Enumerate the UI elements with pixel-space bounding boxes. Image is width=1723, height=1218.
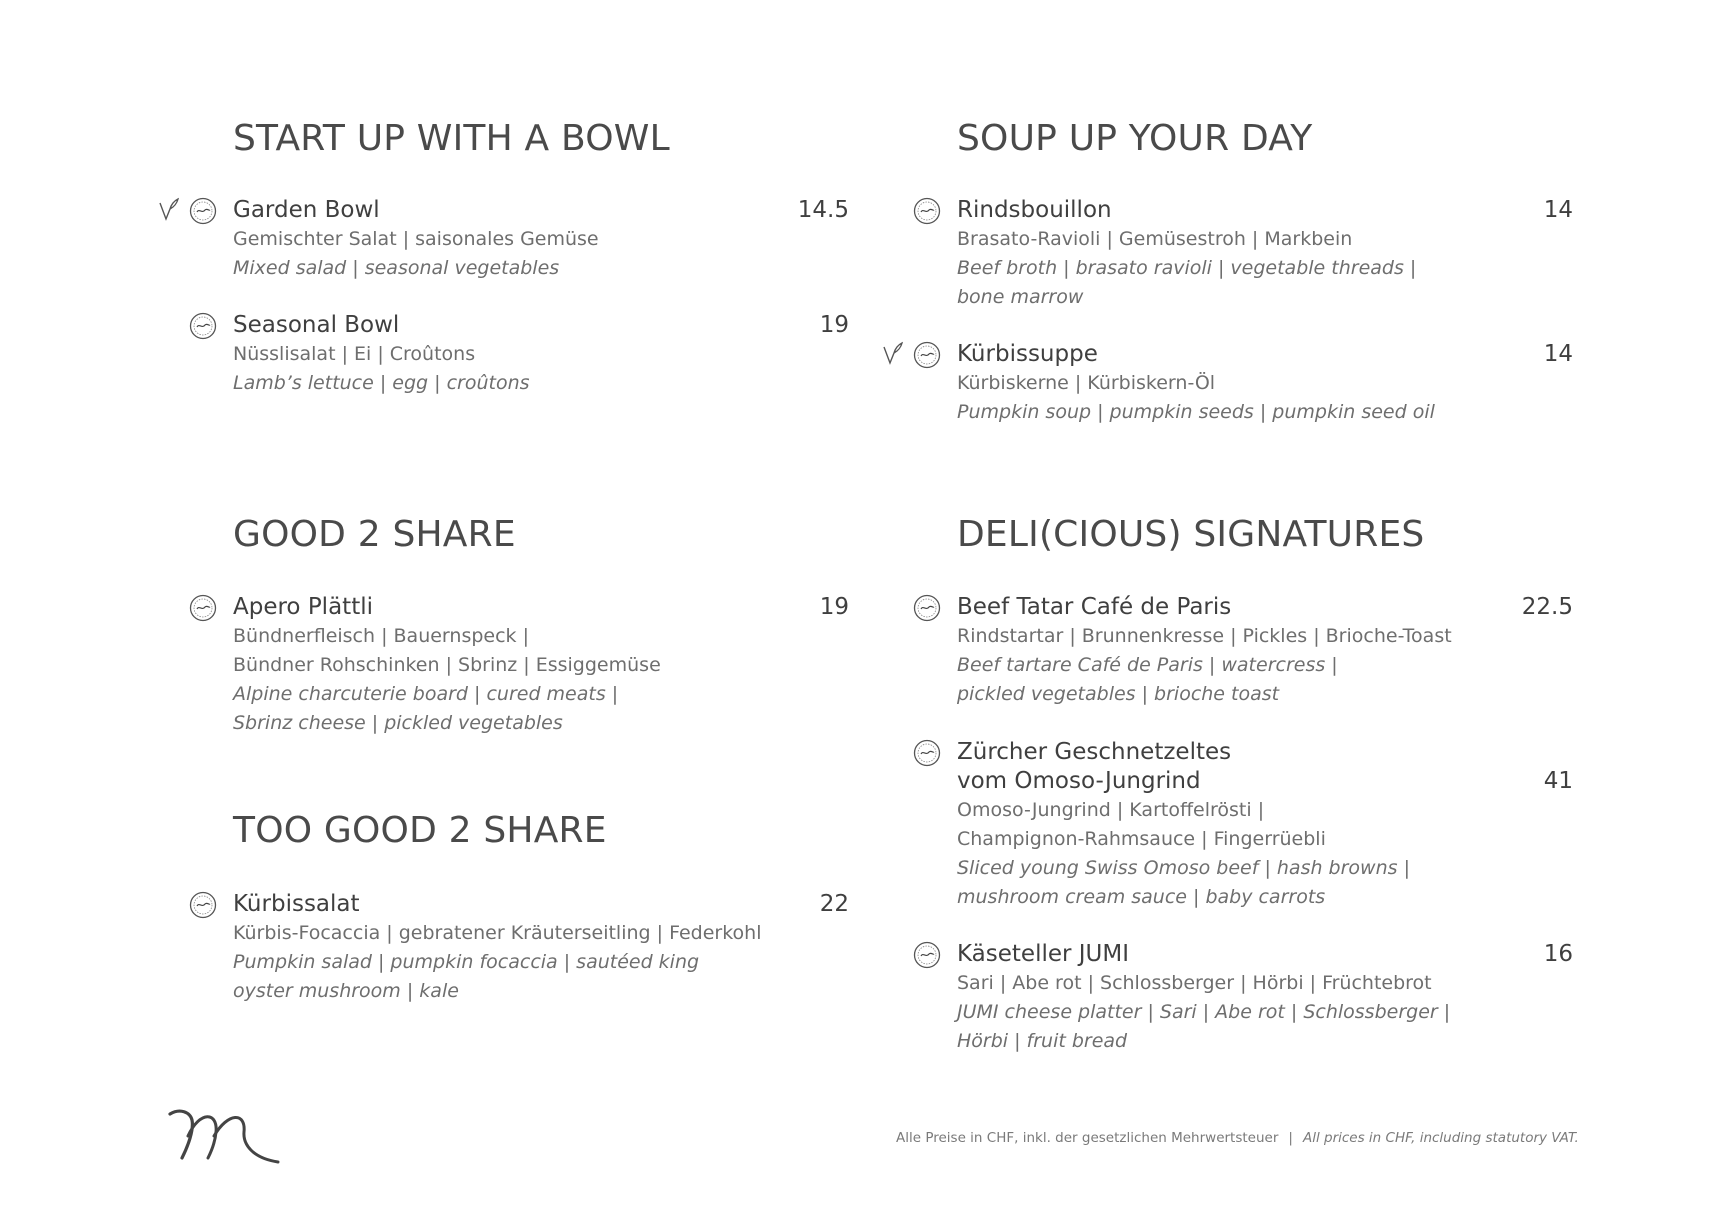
- section-title-signatures: DELI(CIOUS) SIGNATURES: [957, 514, 1425, 555]
- local-badge-icon: [189, 312, 217, 340]
- local-badge-icon: [913, 739, 941, 767]
- menu-item-kaeseteller-jumi: [957, 940, 1573, 1056]
- item-description-en: [957, 998, 1573, 1056]
- item-name: Garden Bowl: [233, 197, 380, 223]
- menu-item-zuercher-geschnetzeltes: [957, 738, 1573, 912]
- item-name: Seasonal Bowl: [233, 312, 400, 338]
- menu-item-rindsbouillon: [957, 196, 1573, 312]
- item-description-de: Kürbiskerne | Kürbiskern-Öl: [957, 372, 1216, 394]
- desc-line: mushroom cream sauce | baby carrots: [957, 886, 1326, 908]
- item-description-en: [233, 948, 849, 1006]
- desc-line: JUMI cheese platter | Sari | Abe rot | Schlossberger |: [957, 1001, 1451, 1023]
- footer-price-note: [896, 1130, 1579, 1146]
- section-title-soup: SOUP UP YOUR DAY: [957, 118, 1313, 159]
- vegetarian-icon: [882, 341, 904, 367]
- footer-note-en: All prices in CHF, including statutory VAT.: [1302, 1130, 1579, 1146]
- item-name: Beef Tatar Café de Paris: [957, 594, 1232, 620]
- section-title-share: GOOD 2 SHARE: [233, 514, 516, 555]
- item-description-en: Lamb’s lettuce | egg | croûtons: [233, 372, 530, 394]
- local-badge-icon: [189, 891, 217, 919]
- local-badge-icon: [913, 594, 941, 622]
- item-description-de: Sari | Abe rot | Schlossberger | Hörbi | Früchtebrot: [957, 972, 1432, 994]
- vegetarian-icon: [158, 197, 180, 223]
- desc-line: pickled vegetables | brioche toast: [957, 683, 1280, 705]
- menu-item-kuerbissuppe: [957, 340, 1573, 427]
- item-price: 14.5: [797, 197, 849, 223]
- desc-line: Hörbi | fruit bread: [957, 1030, 1128, 1052]
- item-description-de: Kürbis-Focaccia | gebratener Kräuterseitling | Federkohl: [233, 922, 762, 944]
- item-name: Käseteller JUMI: [957, 941, 1130, 967]
- desc-line: Pumpkin salad | pumpkin focaccia | sautéed king: [233, 951, 700, 973]
- local-badge-icon: [913, 341, 941, 369]
- desc-line: Champignon-Rahmsauce | Fingerrüebli: [957, 828, 1326, 850]
- item-description-en: [233, 680, 849, 738]
- item-price: 22: [819, 891, 849, 917]
- menu-item-seasonal-bowl: [233, 311, 849, 398]
- desc-line: Bündnerfleisch | Bauernspeck |: [233, 625, 529, 647]
- item-price: 16: [1543, 941, 1573, 967]
- item-description-de: Nüsslisalat | Ei | Croûtons: [233, 343, 476, 365]
- desc-line: Alpine charcuterie board | cured meats |: [233, 683, 619, 705]
- menu-item-garden-bowl: [233, 196, 849, 283]
- menu-item-beef-tatar: [957, 593, 1573, 709]
- item-description-de: Gemischter Salat | saisonales Gemüse: [233, 228, 599, 250]
- item-description-en: Pumpkin soup | pumpkin seeds | pumpkin seed oil: [957, 401, 1435, 423]
- desc-line: Sbrinz cheese | pickled vegetables: [233, 712, 563, 734]
- item-price: 41: [1543, 768, 1573, 794]
- local-badge-icon: [913, 941, 941, 969]
- desc-line: Beef broth | brasato ravioli | vegetable threads |: [957, 257, 1417, 279]
- item-price: 19: [819, 312, 849, 338]
- menu-item-kuerbissalat: [233, 890, 849, 1006]
- item-name: Kürbissalat: [233, 891, 360, 917]
- local-badge-icon: [189, 197, 217, 225]
- footer-note-de: Alle Preise in CHF, inkl. der gesetzlichen Mehrwertsteuer: [896, 1130, 1279, 1146]
- item-price: 14: [1543, 341, 1573, 367]
- desc-line: Sliced young Swiss Omoso beef | hash browns |: [957, 857, 1410, 879]
- item-description-de: Rindstartar | Brunnenkresse | Pickles | Brioche-Toast: [957, 625, 1452, 647]
- desc-line: oyster mushroom | kale: [233, 980, 459, 1002]
- local-badge-icon: [913, 197, 941, 225]
- menu-item-apero-plaettli: [233, 593, 849, 738]
- item-description-en: [957, 854, 1573, 912]
- item-price: 14: [1543, 197, 1573, 223]
- item-description-en: Mixed salad | seasonal vegetables: [233, 257, 560, 279]
- item-description-de: [233, 622, 849, 680]
- desc-line: bone marrow: [957, 286, 1084, 308]
- local-badge-icon: [189, 594, 217, 622]
- item-name: Zürcher Geschnetzeltes: [957, 739, 1232, 765]
- item-description-de: Brasato-Ravioli | Gemüsestroh | Markbein: [957, 228, 1353, 250]
- item-name: Kürbissuppe: [957, 341, 1098, 367]
- desc-line: Bündner Rohschinken | Sbrinz | Essiggemüse: [233, 654, 661, 676]
- item-name: Rindsbouillon: [957, 197, 1112, 223]
- section-title-too-share: TOO GOOD 2 SHARE: [233, 810, 607, 851]
- item-description-de: [957, 796, 1573, 854]
- desc-line: Beef tartare Café de Paris | watercress |: [957, 654, 1338, 676]
- item-price: 19: [819, 594, 849, 620]
- desc-line: Omoso-Jungrind | Kartoffelrösti |: [957, 799, 1265, 821]
- footer-separator: |: [1288, 1130, 1293, 1146]
- section-title-bowl: START UP WITH A BOWL: [233, 118, 670, 159]
- item-description-en: [957, 651, 1573, 709]
- item-description-en: [957, 254, 1573, 312]
- item-name: Apero Plättli: [233, 594, 373, 620]
- restaurant-logo: [166, 1106, 296, 1166]
- item-name-line2: vom Omoso-Jungrind: [957, 768, 1201, 794]
- item-price: 22.5: [1521, 594, 1573, 620]
